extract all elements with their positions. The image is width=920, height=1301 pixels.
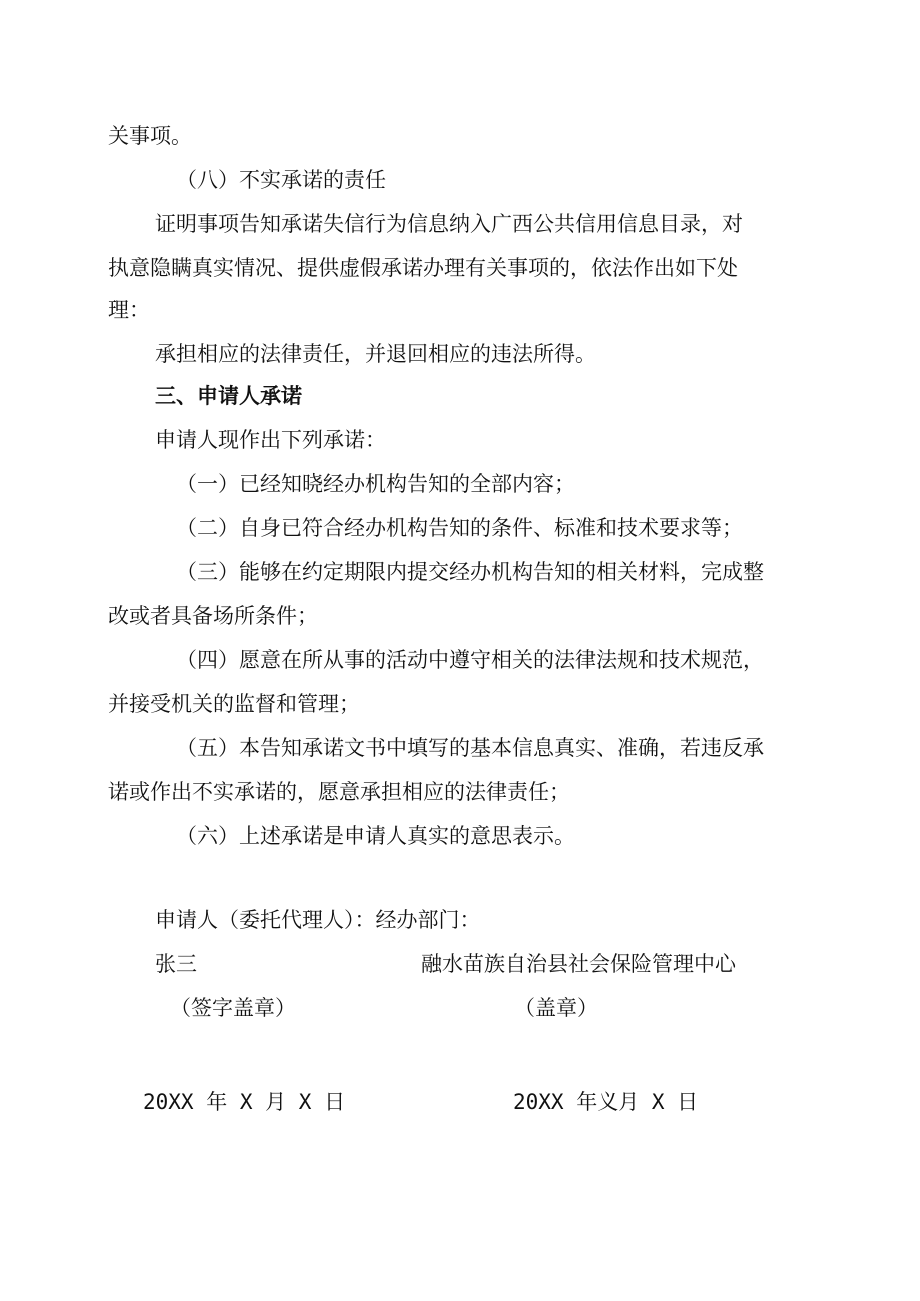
section-8-paragraph-line-1: 证明事项告知承诺失信行为信息纳入广西公共信用信息目录，对 [155,212,743,236]
applicant-date: 20XX 年 X 月 X 日 [143,1090,346,1114]
section-3-heading: 三、申请人承诺 [155,383,302,408]
department-date: 20XX 年义月 X 日 [513,1090,699,1114]
applicant-seal-note: （签字盖章） [170,996,296,1020]
pledge-item-4-line-2: 并接受机关的监督和管理； [108,692,360,716]
pledge-item-3-line-1: （三）能够在约定期限内提交经办机构告知的相关材料，完成整 [176,560,764,584]
department-seal-note: （盖章） [514,996,598,1020]
pledge-item-1: （一）已经知晓经办机构告知的全部内容； [176,472,575,496]
department-name: 融水苗族自治县社会保险管理中心 [421,952,736,976]
pledge-item-3-line-2: 改或者具备场所条件； [108,604,318,628]
section-8-heading: （八）不实承诺的责任 [176,168,386,192]
previous-paragraph-tail: 关事项。 [108,124,192,148]
applicant-name: 张三 [155,952,197,976]
section-8-paragraph-line-3: 理： [108,298,150,322]
pledge-item-2: （二）自身已符合经办机构告知的条件、标准和技术要求等； [176,516,743,540]
pledge-item-5-line-2: 诺或作出不实承诺的，愿意承担相应的法律责任； [108,780,570,804]
section-8-consequence: 承担相应的法律责任，并退回相应的违法所得。 [155,342,596,366]
section-8-paragraph-line-2: 执意隐瞒真实情况、提供虚假承诺办理有关事项的，依法作出如下处 [108,256,738,280]
signature-labels: 申请人（委托代理人）：经办部门： [155,908,481,932]
pledge-item-4-line-1: （四）愿意在所从事的活动中遵守相关的法律法规和技术规范， [176,648,764,672]
pledge-item-5-line-1: （五）本告知承诺文书中填写的基本信息真实、准确，若违反承 [176,736,764,760]
section-3-intro: 申请人现作出下列承诺： [155,428,386,452]
pledge-item-6: （六）上述承诺是申请人真实的意思表示。 [176,824,575,848]
